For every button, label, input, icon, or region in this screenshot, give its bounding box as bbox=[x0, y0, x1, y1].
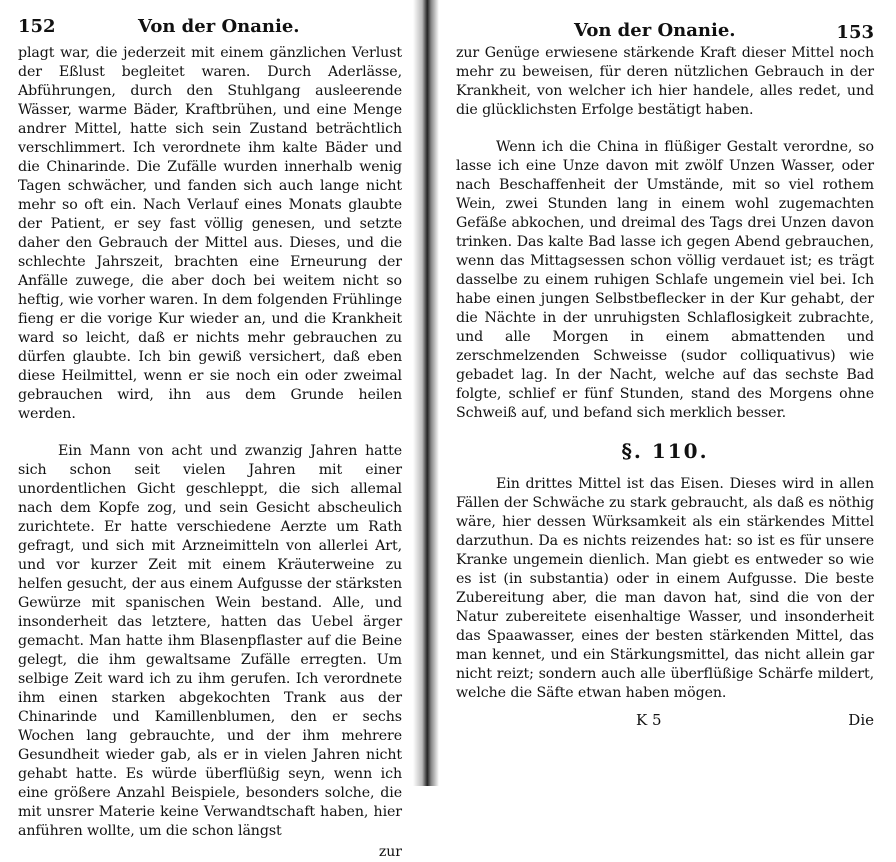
left-catchword: zur bbox=[378, 844, 402, 860]
right-page-footer bbox=[456, 711, 874, 733]
book-gutter bbox=[413, 0, 439, 786]
right-paragraph-2: Wenn ich die China in flüßiger Gestalt verordne, so lasse ich eine Unze davon mit zwölf Unzen Wasser, oder nach Beschaffenheit der Umstände, mit so viel rothem Wein, zwei Stunden lang in einem wohl zugemachten Gefäße abkochen, und dreimal des Tags drei Unzen davon trinken. Das kalte Bad lasse ich gegen Abend gebrauchen, wenn das Mittagsessen schon völlig verdauet ist; es trägt dasselbe zu einem ruhigen Schlafe ungemein viel bei. Ich habe einen jungen Selbstbeflecker in der Kur gehabt, der die Nächte in der unruhigsten Schlaflosigkeit zubrachte, und alle Morgen in einem abmattenden und zerschmelzenden Schweisse (sudor colliquativus) wie gebadet lag. In der Nacht, welche auf das sechste Bad folgte, schlief er fünf Stunden, stand des Morgens ohne Schweiß auf, und befand sich merklich besser. bbox=[456, 139, 874, 421]
left-paragraph-2: Ein Mann von acht und zwanzig Jahren hatte sich schon seit vielen Jahren mit einer unordentlichen Gicht geschleppt, die sich allemal nach dem Kopfe zog, und sein Gesicht abscheulich zurichtete. Er hatte verschiedene Aerzte um Rath gefragt, und sich mit Arzneimitteln von allerlei Art, und vor kurzer Zeit mit einem Kräuterweine zu helfen gesucht, der aus einem Aufgusse der stärksten Gewürze mit spanischen Wein bestand. Alle, und insonderheit das letztere, hatten das Uebel ärger gemacht. Man hatte ihm Blasenpflaster auf die Beine gelegt, die ihm gewaltsame Zufälle erregten. Um selbige Zeit ward ich zu ihm gerufen. Ich verordnete ihm einen starken abgekochten Trank aus der Chinarinde und Kamillenblumen, den er sechs Wochen lang gebrauchte, und der ihm mehrere Gesundheit wieder gab, als er in vielen Jahren nicht gehabt hatte. Es würde überflüßig seyn, wenn ich eine größere Anzahl Beispiele, besonders solche, die mit unsrer Materie keine Verwandtschaft haben, hier anführen wollte, um die schon längst bbox=[18, 443, 402, 839]
right-running-head: Von der Onanie. bbox=[574, 20, 736, 41]
right-page bbox=[440, 0, 896, 786]
left-running-head: Von der Onanie. bbox=[138, 16, 300, 37]
left-page bbox=[0, 0, 412, 860]
right-section-paragraph-1: Ein drittes Mittel ist das Eisen. Dieses wird in allen Fällen der Schwäche zu stark gebraucht, als daß es nöthig wäre, hier dessen Würksamkeit als ein stärkendes Mittel darzuthun. Da es nichts reizendes hat: so ist es für unsere Kranke ungemein dienlich. Man giebt es entweder so wie es ist (in substantia) oder in einem Aufgusse. Die beste Zubereitung aber, die man davon hat, sind die von der Natur zubereitete eisenhaltige Wasser, und insonderheit das Spaawasser, eines der besten stärkenden Mittel, das man kennet, und ein Stärkungsmittel, das nicht allein gar nicht reizt; sondern auch alle überflüßige Schärfe mildert, welche die Säfte etwan haben mögen. bbox=[456, 476, 874, 701]
right-page-number: 153 bbox=[836, 22, 874, 43]
left-paragraph-1: plagt war, die jederzeit mit einem gänzlichen Verlust der Eßlust begleitet waren. Durch Aderlässe, Abführungen, durch den Stuhlgang ausleerende Wässer, warme Bäder, Kraftbrühen, und eine Menge andrer Mittel, hatte sich sein Zustand beträchtlich verschlimmert. Ich verordnete ihm kalte Bäder und die Chinarinde. Die Zufälle wurden innerhalb wenig Tagen schwächer, und fanden sich auch lange nicht mehr so oft ein. Nach Verlauf eines Monats glaubte der Patient, er sey fast völlig genesen, und setzte daher den Gebrauch der Mittel aus. Dieses, und die schlechte Jahrszeit, brachten eine Erneurung der Anfälle zuwege, die aber doch bei weitem nicht so heftig, wie vorher waren. In dem folgenden Frühlinge fieng er die vorige Kur wieder an, und die Krankheit ward so leicht, daß er nichts mehr gebrauchen zu dürfen glaubte. Ich bin gewiß versichert, daß eben diese Heilmittel, wenn er sie noch ein oder zweimal gebrauchen wird, ihn aus dem Grunde heilen werden. bbox=[18, 45, 402, 422]
left-body-text bbox=[18, 44, 402, 841]
left-page-number: 152 bbox=[18, 16, 56, 37]
right-body-text bbox=[456, 44, 874, 703]
signature-mark: K 5 bbox=[636, 711, 662, 729]
right-page-header bbox=[456, 16, 874, 44]
right-catchword: Die bbox=[848, 711, 874, 729]
section-heading: §. 110. bbox=[621, 439, 709, 463]
left-page-header bbox=[18, 16, 402, 44]
right-paragraph-1: zur Genüge erwiesene stärkende Kraft dieser Mittel noch mehr zu beweisen, für deren nützlichen Gebrauch in der Krankheit, von welcher ich hier handele, alles redet, und die glücklichsten Erfolge bestätigt haben. bbox=[456, 45, 874, 118]
